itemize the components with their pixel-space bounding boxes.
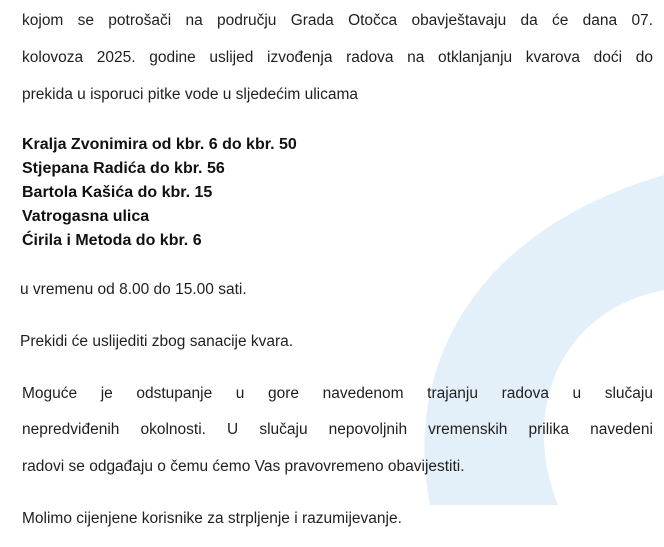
street-item: Kralja Zvonimira od kbr. 6 do kbr. 50 [22, 136, 297, 153]
street-item: Vatrogasna ulica [22, 208, 150, 225]
time-text: u vremenu od 8.00 do 15.00 sati. [20, 281, 247, 298]
street-item: Stjepana Radića do kbr. 56 [22, 160, 225, 177]
street-item: Bartola Kašića do kbr. 15 [22, 184, 213, 201]
intro-line-1: kojom se potrošači na području Grada Otočca obavještavaju da će dana 07. [22, 12, 653, 29]
intro-line-3: prekida u isporuci pitke vode u sljedećim ulicama [22, 86, 358, 103]
closing-text: Molimo cijenjene korisnike za strpljenje i razumijevanje. [22, 510, 402, 527]
reason-text: Prekidi će uslijediti zbog sanacije kvara. [20, 333, 294, 350]
notice-line-3: radovi se odgađaju o čemu ćemo Vas pravovremeno obavijestiti. [22, 458, 465, 475]
street-item: Ćirila i Metoda do kbr. 6 [22, 232, 202, 249]
intro-line-2: kolovoza 2025. godine uslijed izvođenja radova na otklanjanju kvarova doći do [22, 49, 653, 66]
decorative-arc [424, 175, 664, 505]
notice-line-1: Moguće je odstupanje u gore navedenom trajanju radova u slučaju [22, 385, 653, 402]
notice-line-2: nepredviđenih okolnosti. U slučaju nepovoljnih vremenskih prilika navedeni [22, 421, 653, 438]
